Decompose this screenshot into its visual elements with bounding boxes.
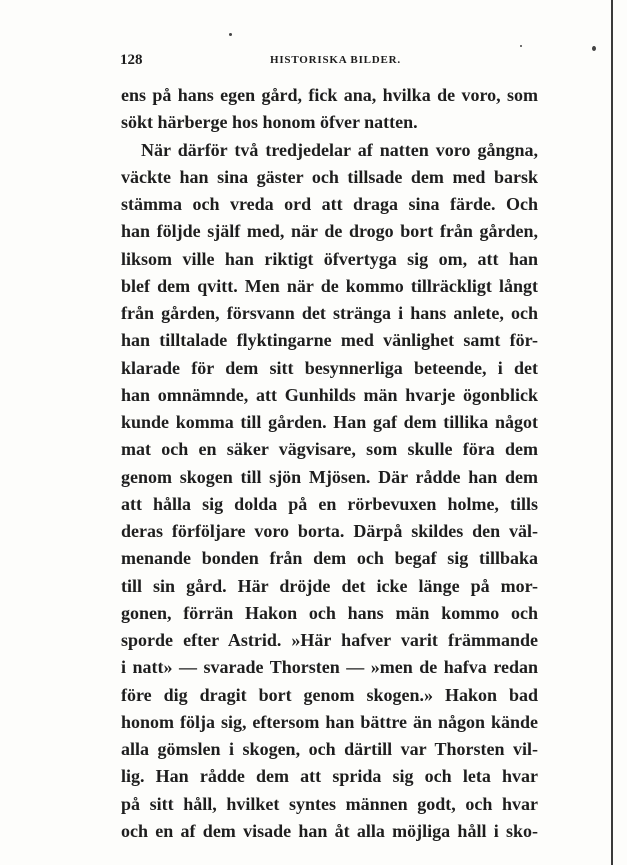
text-line: deras förföljare voro borta. Därpå skildes den väl- <box>121 521 538 541</box>
ink-speck <box>229 33 232 36</box>
body-text <box>121 82 538 845</box>
text-line: han tilltalade flyktingarne med vänlighet samt för- <box>121 330 538 351</box>
text-line: liksom ville han riktigt öfvertyga sig om, att han <box>121 248 538 269</box>
page-header <box>120 52 538 72</box>
page-number: 128 <box>120 52 143 68</box>
text-line: före dig dragit bort genom skogen.» Hakon bad <box>121 684 538 705</box>
text-line: mat och en säker vägvisare, som skulle föra dem <box>121 439 538 460</box>
text-line: lig. Han rådde dem att sprida sig och leta hvar <box>121 766 538 787</box>
text-line: klarade för dem sitt besynnerliga beteende, i det <box>121 357 538 378</box>
ink-speck <box>592 46 596 51</box>
text-line: ens på hans egen gård, fick ana, hvilka de voro, som <box>121 85 538 105</box>
running-title: HISTORISKA BILDER. <box>270 54 401 66</box>
text-line: i natt» — svarade Thorsten — »men de hafva redan <box>121 657 538 678</box>
text-line: När därför två tredjedelar af natten voro gångna, <box>141 139 538 160</box>
text-line: kunde komma till gården. Han gaf dem tillika något <box>121 412 538 432</box>
text-line: och en af dem visade han åt alla möjliga håll i sko- <box>121 820 538 841</box>
text-line: att hålla sig dolda på en rörbevuxen holme, tills <box>121 493 538 514</box>
text-line: till sin gård. Här dröjde det icke länge på mor- <box>121 575 538 596</box>
text-line: genom skogen till sjön Mjösen. Där rådde han dem <box>121 466 538 487</box>
page-edge-line <box>611 0 613 865</box>
text-line: sökt härberge hos honom öfver natten. <box>121 112 418 133</box>
text-line: från gården, försvann det stränga i hans anlete, och <box>121 303 538 323</box>
ink-speck <box>520 45 522 47</box>
text-line: stämma och vreda ord att draga sina färde. Och <box>121 194 538 214</box>
text-line: väckte han sina gäster och tillsade dem med barsk <box>121 166 538 187</box>
text-line: honom följa sig, eftersom han bättre än någon kände <box>121 711 538 732</box>
text-line: han följde själf med, när de drogo bort från gården, <box>121 221 538 242</box>
text-line: alla gömslen i skogen, och därtill var Thorsten vil- <box>121 739 538 759</box>
text-line: gonen, förrän Hakon och hans män kommo och <box>121 602 538 623</box>
text-line: sporde efter Astrid. »Här hafver varit främmande <box>121 630 538 650</box>
text-line: menande bonden från dem och begaf sig tillbaka <box>121 548 538 569</box>
text-line: blef dem qvitt. Men när de kommo tillräckligt långt <box>121 275 538 296</box>
text-line: på sitt håll, hvilket syntes männen godt, och hvar <box>121 793 538 814</box>
text-line: han omnämnde, att Gunhilds män hvarje ögonblick <box>121 384 538 405</box>
